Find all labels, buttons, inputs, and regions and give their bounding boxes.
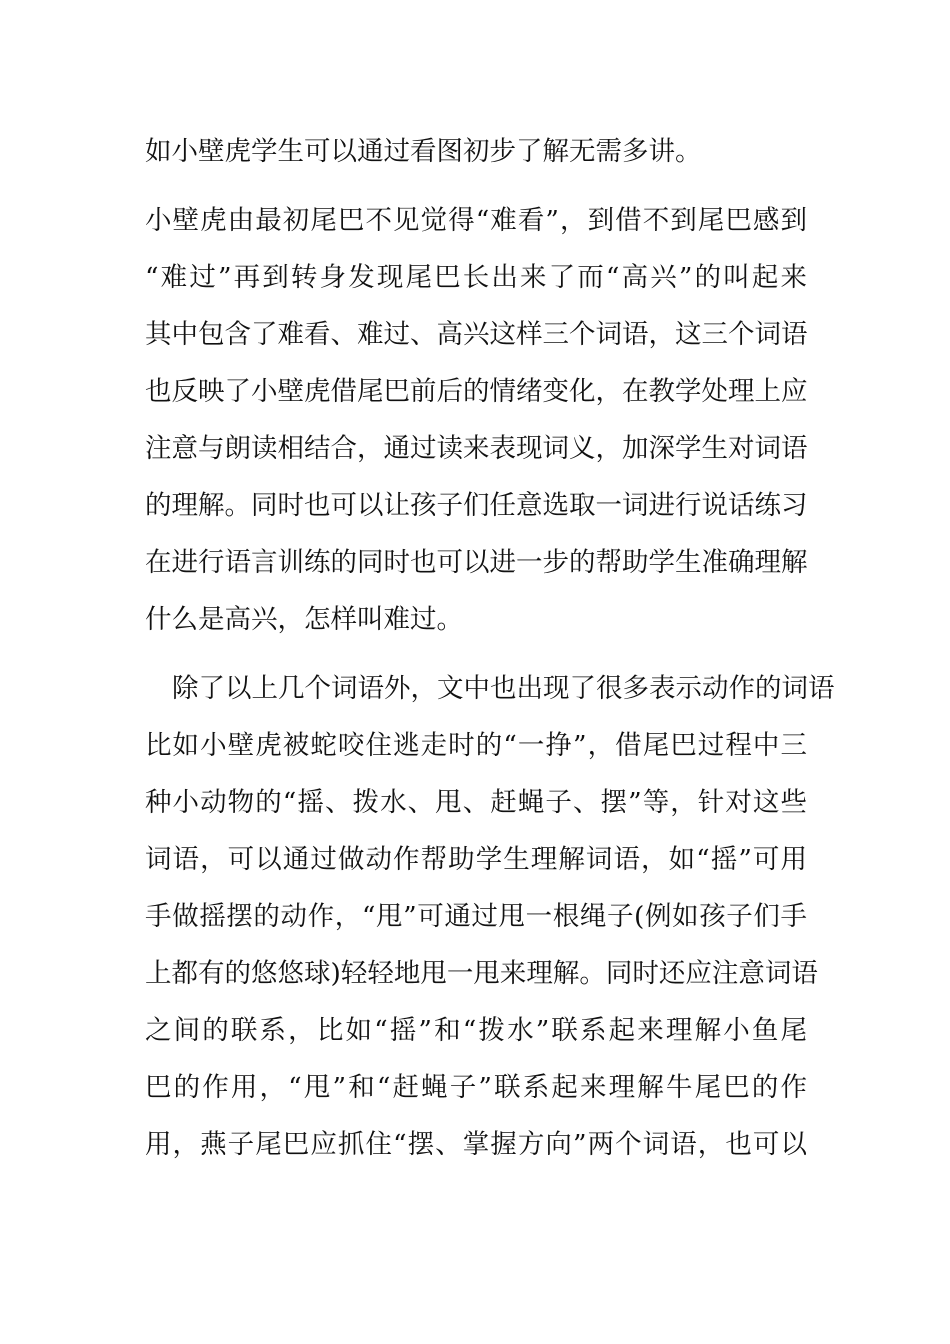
text-line: 上都有的悠悠球)轻轻地甩一甩来理解。同时还应注意词语 xyxy=(145,958,818,989)
text-line: 注意与朗读相结合，通过读来表现词义，加深学生对词语 xyxy=(145,433,808,464)
text-line: 种小动物的“摇、拨水、甩、赶蝇子、摆”等，针对这些 xyxy=(145,787,807,818)
text-line: 小壁虎由最初尾巴不见觉得“难看”，到借不到尾巴感到 xyxy=(145,205,807,236)
text-line: 在进行语言训练的同时也可以进一步的帮助学生准确理解 xyxy=(145,547,808,578)
text-line: 手做摇摆的动作，“甩”可通过甩一根绳子(例如孩子们手 xyxy=(145,901,807,932)
text-line: “难过”再到转身发现尾巴长出来了而“高兴”的叫起来 xyxy=(145,262,807,293)
text-line: 其中包含了难看、难过、高兴这样三个词语，这三个词语 xyxy=(145,319,808,350)
text-line: 比如小壁虎被蛇咬住逃走时的“一挣”，借尾巴过程中三 xyxy=(145,730,807,761)
text-line: 的理解。同时也可以让孩子们任意选取一词进行说话练习 xyxy=(145,490,808,521)
text-line: 巴的作用，“甩”和“赶蝇子”联系起来理解牛尾巴的作 xyxy=(145,1072,807,1103)
text-line: 什么是高兴，怎样叫难过。 xyxy=(145,604,463,635)
text-line: 除了以上几个词语外，文中也出现了很多表示动作的词语 xyxy=(172,673,835,704)
text-line: 之间的联系，比如“摇”和“拨水”联系起来理解小鱼尾 xyxy=(145,1015,807,1046)
text-line: 如小壁虎学生可以通过看图初步了解无需多讲。 xyxy=(145,136,702,167)
text-line: 也反映了小壁虎借尾巴前后的情绪变化，在教学处理上应 xyxy=(145,376,808,407)
text-line: 用，燕子尾巴应抓住“摆、掌握方向”两个词语，也可以 xyxy=(145,1129,807,1160)
text-line: 词语，可以通过做动作帮助学生理解词语，如“摇”可用 xyxy=(145,844,807,875)
